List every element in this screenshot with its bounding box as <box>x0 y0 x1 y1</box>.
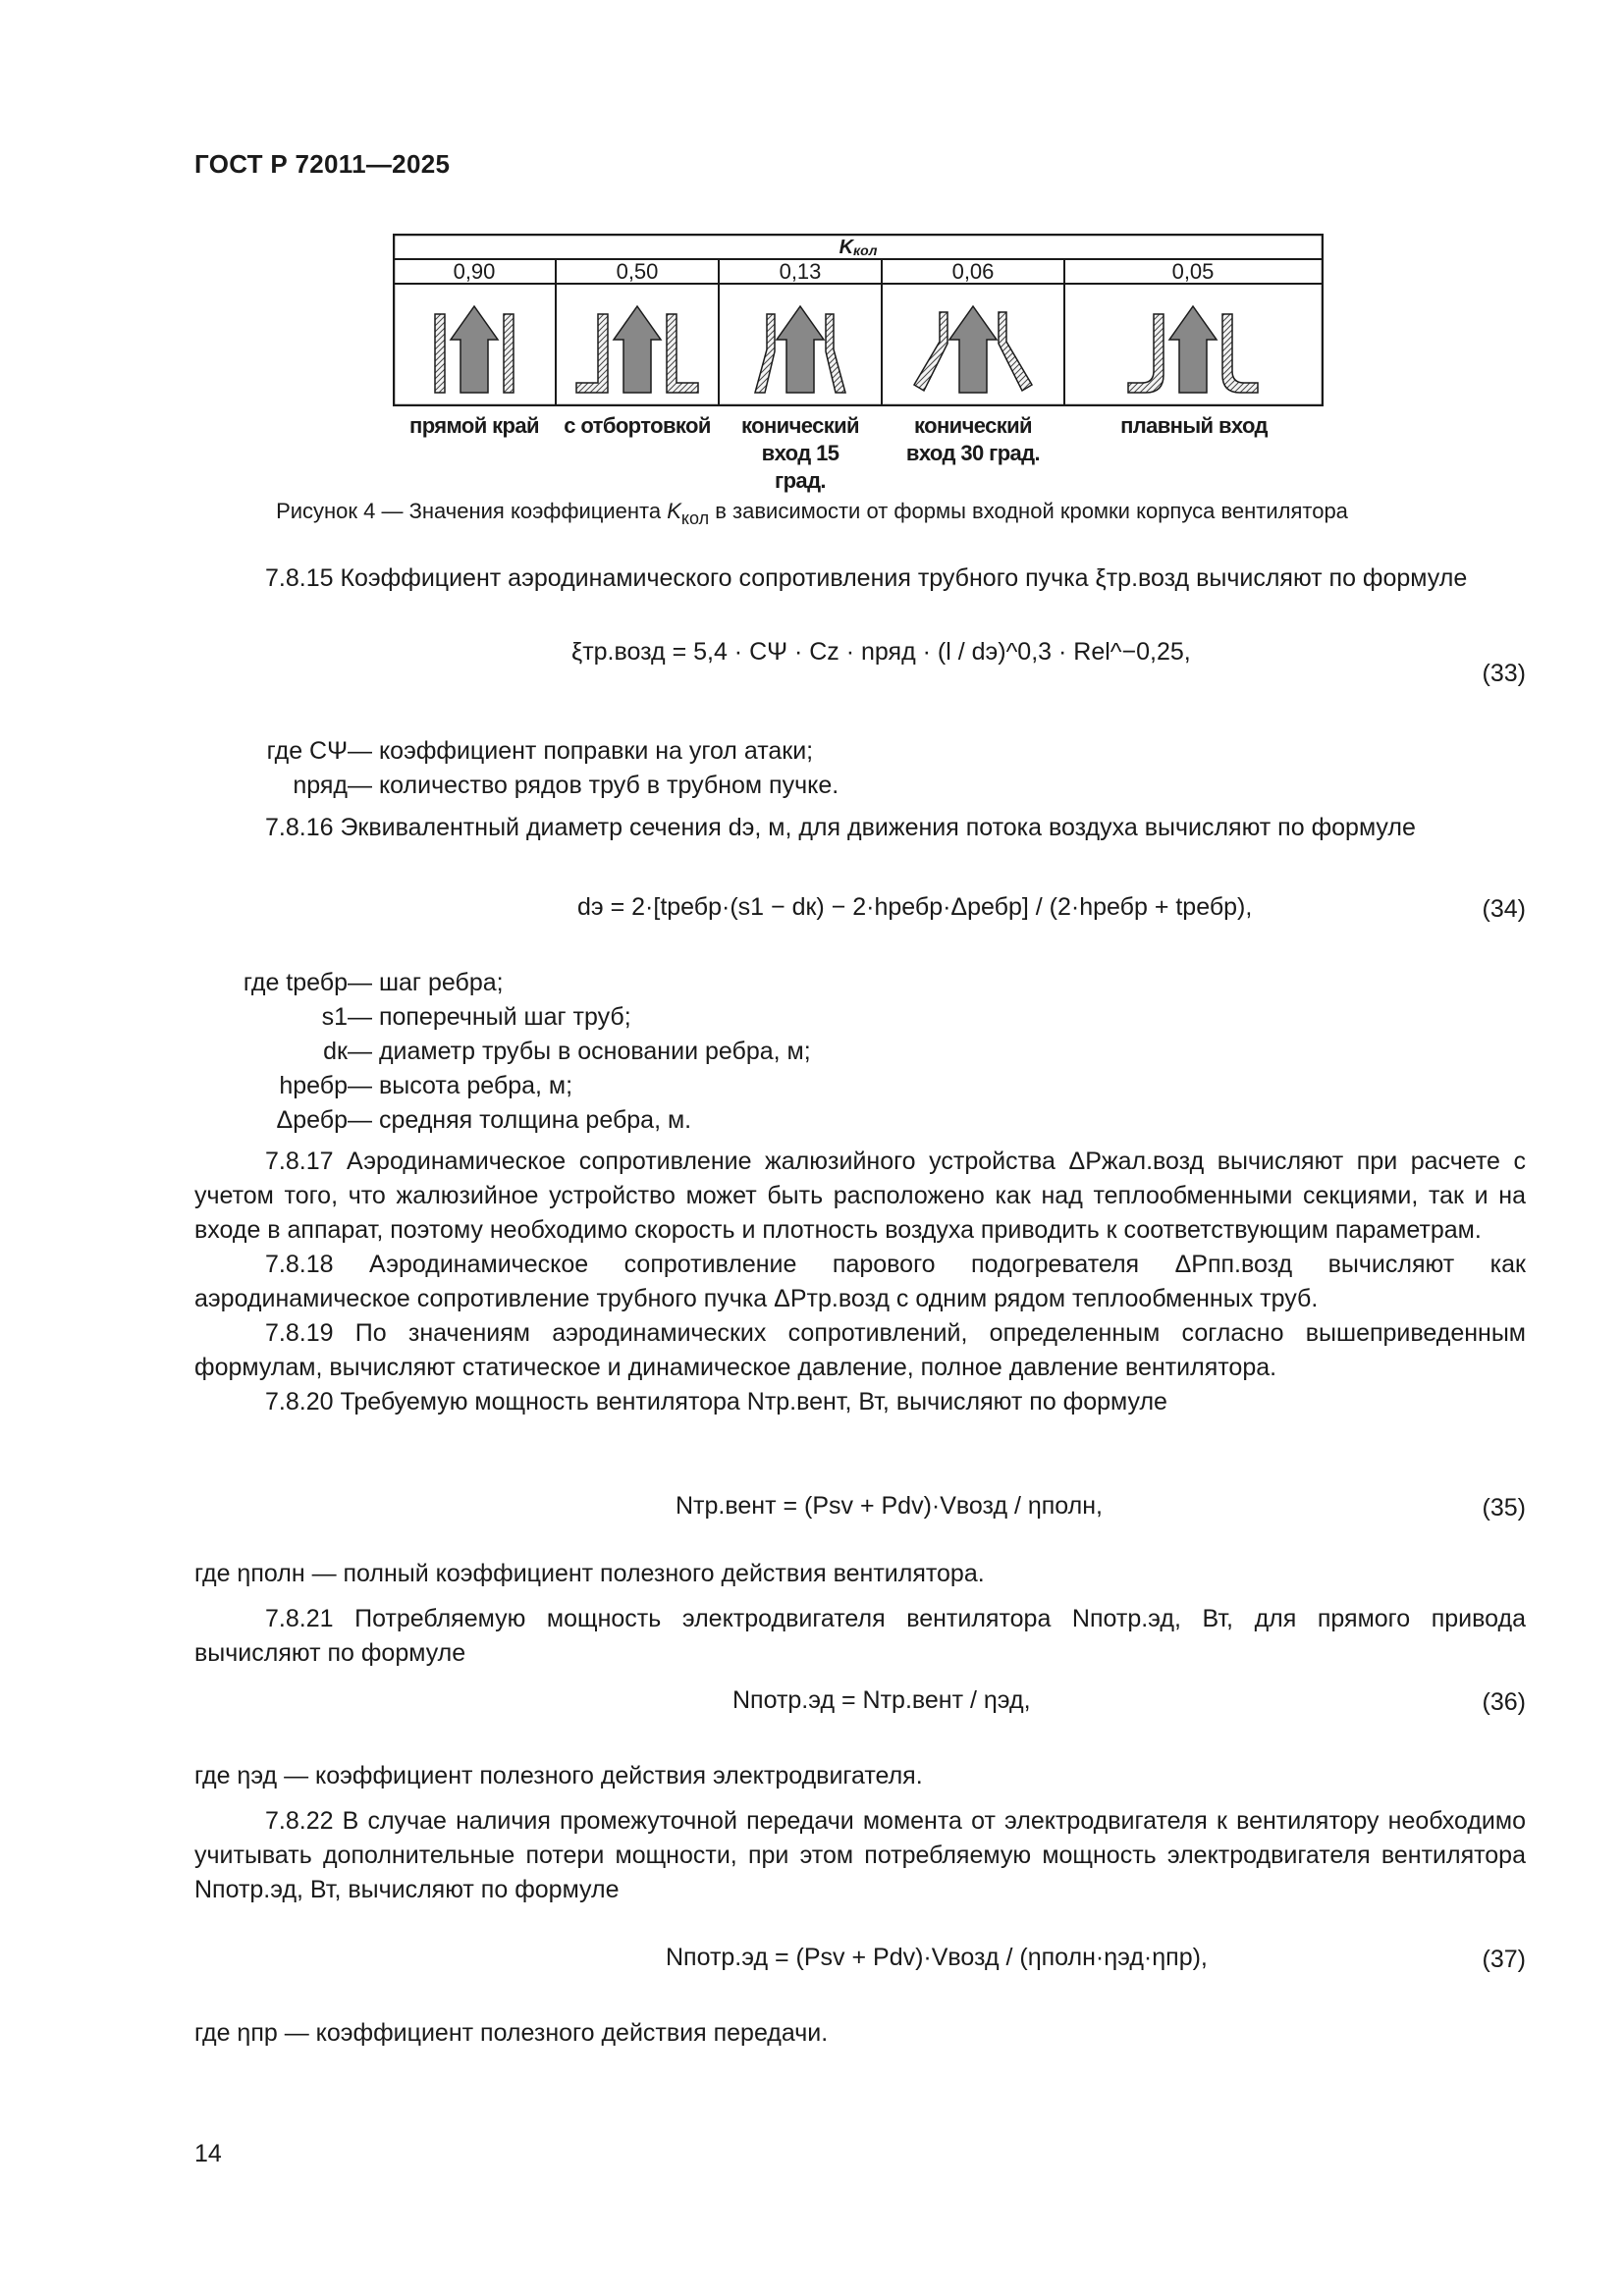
formula-37 <box>194 1914 1526 2002</box>
figure-captions <box>393 406 1324 495</box>
conical-15-inlet-icon <box>755 306 845 393</box>
paragraph-7-8-16 <box>194 811 1526 845</box>
where-definition: — коэффициент поправки на угол атаки; <box>348 737 814 765</box>
formula-number: (35) <box>1482 1494 1526 1522</box>
paragraph-7-8-17: 7.8.17 Аэродинамическое сопротивление жалюзийного устройства ΔPжал.возд вычисляют при расчете с учетом того, что жалюзийное устройство может быть расположено как над теплообменными секциями, так и на входе в аппарат, поэтому необходимо скорость и плотность воздуха приводить к соответствующим параметрам. <box>194 1148 1526 1244</box>
formula-expression: dэ = 2·[tребр·(s1 − dк) − 2·hребр·Δребр] / (2·hребр + tребр), <box>577 893 1253 921</box>
formula-expression: Nпотр.эд = Nтр.вент / ηэд, <box>732 1686 1031 1714</box>
where-symbol: dк <box>323 1038 348 1065</box>
where-line: где ηэд — коэффициент полезного действия электродвигателя. <box>194 1762 923 1789</box>
paragraph-text: 7.8.21 Потребляемую мощность электродвигателя вентилятора Nпотр.эд, Вт, для прямого привода вычисляют по формуле <box>194 1605 1526 1667</box>
where-block-35 <box>194 1557 1526 1591</box>
where-definition: — шаг ребра; <box>348 969 504 996</box>
where-symbol: hребр <box>279 1072 348 1099</box>
where-line: где ηполн — полный коэффициент полезного действия вентилятора. <box>194 1560 985 1587</box>
where-symbol: где tребр <box>243 969 348 996</box>
where-definition: — средняя толщина ребра, м. <box>348 1106 692 1134</box>
where-definition: — поперечный шаг труб; <box>348 1003 631 1031</box>
where-block-37 <box>194 2016 1526 2051</box>
paragraph-text: 7.8.15 Коэффициент аэродинамического сопротивления трубного пучка ξтр.возд вычисляют по формуле <box>265 564 1468 592</box>
formula-36 <box>194 1665 1526 1743</box>
paragraph-text: 7.8.22 В случае наличия промежуточной передачи момента от электродвигателя к вентилятору необходимо учитывать дополнительные потери мощности, при этом потребляемую мощность электродвигателя вентилятора Nпотр.эд, Вт, вычисляют по формуле <box>194 1807 1526 1903</box>
paragraph-7-8-15 <box>194 561 1526 596</box>
formula-35 <box>194 1463 1526 1551</box>
formula-number: (34) <box>1482 895 1526 923</box>
where-definition: — диаметр трубы в основании ребра, м; <box>348 1038 811 1065</box>
where-line: где ηпр — коэффициент полезного действия передачи. <box>194 2019 829 2047</box>
figure-caption: Рисунок 4 — Значения коэффициента $K_{кол}$ в зависимости от формы входной кромки корпуса вентилятора <box>276 499 1348 528</box>
shape-caption: плавный вход <box>1120 413 1268 438</box>
straight-edge-inlet-icon <box>435 306 514 393</box>
formula-33 <box>194 628 1526 717</box>
paragraph-7-8-19: 7.8.19 По значениям аэродинамических сопротивлений, определенным согласно вышеприведенным формулам, вычисляют статическое и динамическое давление, полное давление вентилятора. <box>194 1319 1526 1381</box>
where-block-36 <box>194 1759 1526 1793</box>
kkol-value: 0,13 <box>779 259 822 284</box>
formula-34 <box>194 864 1526 962</box>
kkol-value: 0,06 <box>951 259 995 284</box>
where-symbol: где CΨ <box>266 737 348 765</box>
smooth-inlet-icon <box>1128 306 1258 393</box>
table-header-kkol: Kкол <box>839 237 878 258</box>
figure-4 <box>393 234 1324 495</box>
paragraph-7-8-22 <box>194 1804 1526 1907</box>
where-definition: — количество рядов труб в трубном пучке. <box>348 772 839 799</box>
kkol-value: 0,05 <box>1171 259 1215 284</box>
kkol-value: 0,90 <box>453 259 496 284</box>
where-symbol: s1 <box>321 1003 348 1031</box>
formula-number: (37) <box>1482 1946 1526 1973</box>
paragraph-7-8-18: 7.8.18 Аэродинамическое сопротивление парового подогревателя ΔPпп.возд вычисляют как аэродинамическое сопротивление трубного пучка ΔPтр.возд с одним рядом теплообменных труб. <box>194 1251 1526 1312</box>
document-header: ГОСТ Р 72011—2025 <box>194 149 451 179</box>
formula-number: (33) <box>1482 660 1526 687</box>
formula-expression: Nтр.вент = (Psv + Pdv)·Vвозд / ηполн, <box>676 1492 1103 1520</box>
where-symbol: Δребр <box>276 1106 348 1134</box>
formula-expression: Nпотр.эд = (Psv + Pdv)·Vвозд / (ηполн·ηэд·ηпр), <box>666 1944 1208 1971</box>
flanged-edge-inlet-icon <box>576 306 698 393</box>
page-number: 14 <box>194 2140 222 2167</box>
where-definition: — высота ребра, м; <box>348 1072 573 1099</box>
formula-expression: ξтр.возд = 5,4 · CΨ · Cz · nряд · (l / dэ)^0,3 · Rel^−0,25, <box>571 638 1191 666</box>
shape-caption: прямой край <box>409 413 539 438</box>
shape-caption: конический вход 30 град. <box>905 413 1041 465</box>
where-block-34 <box>194 966 980 1138</box>
kkol-value: 0,50 <box>616 259 659 284</box>
where-symbol: nряд <box>293 772 348 799</box>
shape-caption: конический вход 15 град. <box>741 413 859 493</box>
conical-30-inlet-icon <box>914 306 1032 393</box>
paragraph-7-8-21 <box>194 1602 1526 1671</box>
shape-caption: с отбортовкой <box>564 413 711 438</box>
formula-number: (36) <box>1482 1688 1526 1716</box>
where-block-33 <box>194 734 980 803</box>
paragraph-7-8-20: 7.8.20 Требуемую мощность вентилятора Nтр.вент, Вт, вычисляют по формуле <box>265 1388 1167 1415</box>
kkol-table <box>393 234 1324 406</box>
paragraph-text: 7.8.16 Эквивалентный диаметр сечения dэ, м, для движения потока воздуха вычисляют по формуле <box>265 814 1416 841</box>
paragraphs-7-8-17-to-20 <box>194 1145 1526 1419</box>
